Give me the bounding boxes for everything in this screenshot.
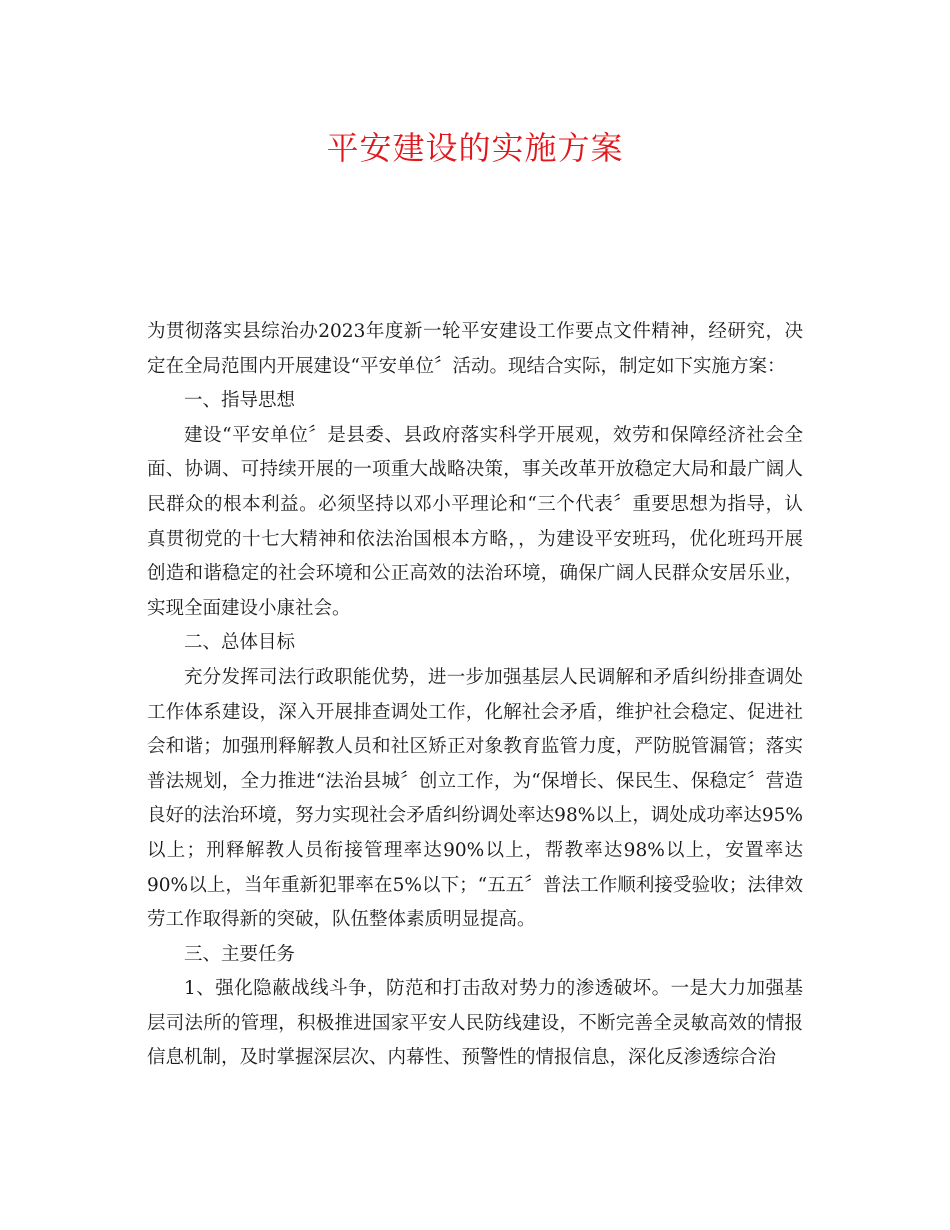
paragraph-guiding-ideology: 建设“平安单位〞是县委、县政府落实科学开展观，效劳和保障经济社会全面、协调、可持续开展的一项重大战略决策，事关改革开放稳定大局和最广阔人民群众的根本利益。必须坚持以邓小平理论和“三个代表〞重要思想为指导，认真贯彻党的十七大精神和依法治国根本方略，，为建设平安班玛，优化班玛开展创造和谐稳定的社会环境和公正高效的法治环境，确保广阔人民群众安居乐业，实现全面建设小康社会。 (147, 424, 803, 619)
section-heading-main-tasks: 三、主要任务 (184, 943, 296, 965)
document-title: 平安建设的实施方案 (326, 129, 624, 167)
paragraph-overall-goal: 充分发挥司法行政职能优势，进一步加强基层人民调解和矛盾纠纷排查调处工作体系建设，深入开展排查调处工作，化解社会矛盾，维护社会稳定、促进社会和谐；加强刑释解教人员和社区矫正对象教育监管力度，严防脱管漏管；落实普法规划，全力推进“法治县城〞创立工作，为“保增长、保民生、保稳定〞营造良好的法治环境，努力实现社会矛盾纠纷调处率达98%以上，调处成功率达95%以上；刑释解教人员衔接管理率达90%以上，帮教率达98%以上，安置率达90%以上，当年重新犯罪率在5%以下；“五五〞普法工作顺利接受验收；法律效劳工作取得新的突破，队伍整体素质明显提高。 (147, 666, 803, 931)
intro-paragraph: 为贯彻落实县综治办2023年度新一轮平安建设工作要点文件精神，经研究，决定在全局范围内开展建设“平安单位〞活动。现结合实际，制定如下实施方案： (147, 321, 803, 377)
section-heading-guiding-ideology: 一、指导思想 (184, 390, 296, 412)
document-body (147, 315, 803, 1076)
section-heading-overall-goal: 二、总体目标 (184, 632, 296, 654)
paragraph-main-tasks-1: 1、强化隐蔽战线斗争，防范和打击敌对势力的渗透破坏。一是大力加强基层司法所的管理，积极推进国家平安人民防线建设，不断完善全灵敏高效的情报信息机制，及时掌握深层次、内幕性、预警性的情报信息，深化反渗透综合治 (147, 978, 803, 1069)
